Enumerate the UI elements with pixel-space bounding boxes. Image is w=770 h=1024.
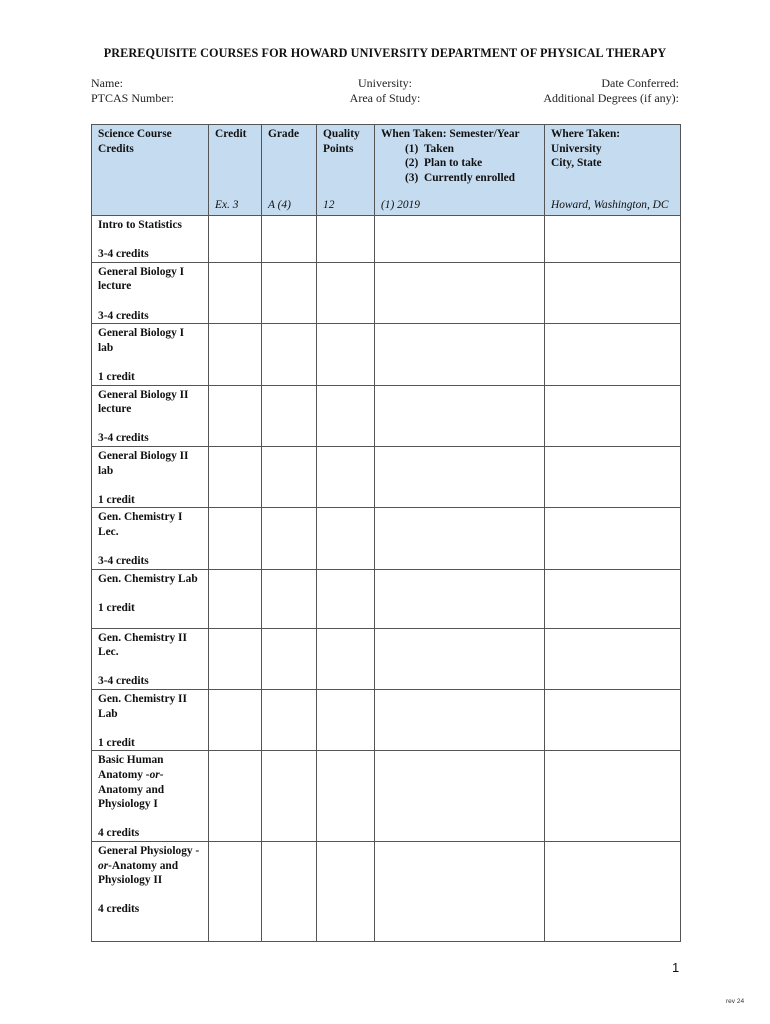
course-credits: 1 credit (98, 736, 135, 749)
university-label: University: (358, 76, 412, 90)
quality-points-cell[interactable] (317, 690, 375, 751)
course-cell (92, 324, 209, 385)
header-grade-label: Grade (268, 128, 300, 140)
where-taken-cell[interactable] (545, 751, 681, 842)
when-option-1 (381, 142, 541, 157)
quality-points-cell[interactable] (317, 216, 375, 263)
credit-cell[interactable] (209, 446, 262, 507)
additional-degrees-label: Additional Degrees (if any): (543, 91, 679, 105)
when-taken-cell[interactable] (375, 569, 545, 628)
course-credits: 3-4 credits (98, 248, 149, 261)
when-option-2-num: (2) (405, 157, 419, 169)
example-quality: 12 (323, 199, 335, 211)
when-taken-cell[interactable] (375, 690, 545, 751)
when-taken-cell[interactable] (375, 508, 545, 569)
when-taken-cell[interactable] (375, 628, 545, 689)
course-credits: 3-4 credits (98, 309, 149, 322)
course-cell (92, 751, 209, 842)
where-taken-cell[interactable] (545, 216, 681, 263)
course-name: Gen. Chemistry I Lec. (98, 511, 183, 538)
grade-cell[interactable] (262, 841, 317, 941)
example-when: (1) 2019 (381, 199, 420, 211)
table-row (92, 751, 681, 842)
credit-cell[interactable] (209, 508, 262, 569)
course-cell (92, 690, 209, 751)
course-cell (92, 569, 209, 628)
grade-cell[interactable] (262, 446, 317, 507)
course-name: General Biology I lab (98, 327, 185, 354)
when-option-3-num: (3) (405, 171, 419, 184)
when-taken-cell[interactable] (375, 262, 545, 323)
quality-points-cell[interactable] (317, 385, 375, 446)
course-name: General Biology II lab (98, 449, 189, 477)
credit-cell[interactable] (209, 262, 262, 323)
area-of-study-label: Area of Study: (349, 91, 421, 105)
course-credits: 4 credits (98, 827, 140, 840)
where-taken-cell[interactable] (545, 385, 681, 446)
header-credit-label: Credit (215, 128, 247, 140)
table-row (92, 569, 681, 628)
header-course-label: Science Course Credits (98, 128, 172, 155)
table-row (92, 628, 681, 689)
when-option-3-label: Currently enrolled (424, 171, 516, 184)
example-where: Howard, Washington, DC (551, 199, 669, 211)
course-cell (92, 262, 209, 323)
grade-cell[interactable] (262, 690, 317, 751)
course-name: Intro to Statistics (98, 219, 182, 231)
table-row (92, 690, 681, 751)
when-taken-cell[interactable] (375, 216, 545, 263)
grade-cell[interactable] (262, 385, 317, 446)
credit-cell[interactable] (209, 690, 262, 751)
table-row (92, 385, 681, 446)
credit-cell[interactable] (209, 628, 262, 689)
credit-cell[interactable] (209, 385, 262, 446)
where-taken-cell[interactable] (545, 569, 681, 628)
course-credits: 4 credits (98, 903, 140, 916)
course-cell (92, 446, 209, 507)
course-credits: 1 credit (98, 493, 135, 506)
when-option-3 (381, 171, 541, 186)
course-cell (92, 508, 209, 569)
header-quality-label: Quality Points (323, 128, 360, 155)
example-grade: A (4) (268, 199, 291, 211)
when-option-2 (381, 156, 541, 171)
table-header-row (92, 125, 681, 216)
when-option-1-label: Taken (424, 142, 454, 155)
course-name: Gen. Chemistry II Lec. (98, 631, 187, 659)
where-taken-cell[interactable] (545, 690, 681, 751)
course-rows (92, 216, 681, 942)
header-grade (262, 125, 317, 216)
date-conferred-label: Date Conferred: (601, 76, 679, 90)
table-row (92, 841, 681, 941)
table-row (92, 446, 681, 507)
grade-cell[interactable] (262, 628, 317, 689)
when-taken-cell[interactable] (375, 841, 545, 941)
header-when-taken (375, 125, 545, 216)
or-text: -or- (145, 769, 164, 781)
course-credits: 3-4 credits (98, 555, 149, 568)
where-taken-cell[interactable] (545, 324, 681, 385)
grade-cell[interactable] (262, 262, 317, 323)
course-cell (92, 841, 209, 941)
credit-cell[interactable] (209, 841, 262, 941)
where-taken-cell[interactable] (545, 508, 681, 569)
prerequisite-table (91, 124, 681, 942)
name-label: Name: (91, 76, 123, 90)
course-name: Gen. Chemistry II Lab (98, 693, 187, 720)
header-where-label: Where Taken: (551, 128, 621, 140)
table-row (92, 324, 681, 385)
quality-points-cell[interactable] (317, 751, 375, 842)
where-taken-cell[interactable] (545, 446, 681, 507)
quality-points-cell[interactable] (317, 508, 375, 569)
page-title: PREREQUISITE COURSES FOR HOWARD UNIVERSITY DEPARTMENT OF PHYSICAL THERAPY (103, 46, 667, 60)
course-name: General Physiology -or-Anatomy and Physiology II (98, 844, 200, 887)
header-where-city: City, State (551, 157, 602, 169)
course-credits: 3-4 credits (98, 432, 149, 445)
table-row (92, 216, 681, 263)
or-text: -or- (98, 844, 200, 872)
example-credit: Ex. 3 (215, 199, 239, 211)
course-credits: 1 credit (98, 370, 135, 383)
when-taken-cell[interactable] (375, 324, 545, 385)
when-taken-cell[interactable] (375, 446, 545, 507)
credit-cell[interactable] (209, 751, 262, 842)
course-name: Gen. Chemistry Lab (98, 572, 198, 585)
course-cell (92, 385, 209, 446)
header-when-label: When Taken: Semester/Year (381, 128, 520, 140)
quality-points-cell[interactable] (317, 446, 375, 507)
header-where-university: University (551, 142, 602, 155)
course-name: General Biology I lecture (98, 265, 185, 293)
grade-cell[interactable] (262, 216, 317, 263)
course-credits: 3-4 credits (98, 675, 149, 688)
where-taken-cell[interactable] (545, 628, 681, 689)
ptcas-number-label: PTCAS Number: (91, 91, 175, 105)
course-name: General Biology II lecture (98, 388, 189, 416)
grade-cell[interactable] (262, 508, 317, 569)
table-row (92, 262, 681, 323)
page-number: 1 (672, 960, 680, 975)
credit-cell[interactable] (209, 569, 262, 628)
when-option-1-num: (1) (405, 142, 419, 155)
where-taken-cell[interactable] (545, 262, 681, 323)
quality-points-cell[interactable] (317, 324, 375, 385)
credit-cell[interactable] (209, 216, 262, 263)
table-row (92, 508, 681, 569)
quality-points-cell[interactable] (317, 628, 375, 689)
quality-points-cell[interactable] (317, 262, 375, 323)
course-cell (92, 628, 209, 689)
course-name: Basic Human Anatomy -or- Anatomy and Physiology I (98, 754, 165, 811)
header-course (92, 125, 209, 216)
quality-points-cell[interactable] (317, 569, 375, 628)
when-taken-cell[interactable] (375, 385, 545, 446)
header-quality-points (317, 125, 375, 216)
where-taken-cell[interactable] (545, 841, 681, 941)
quality-points-cell[interactable] (317, 841, 375, 941)
revision-label: rev 24 (726, 998, 745, 1005)
grade-cell[interactable] (262, 751, 317, 842)
course-credits: 1 credit (98, 601, 135, 614)
credit-cell[interactable] (209, 324, 262, 385)
course-cell (92, 216, 209, 263)
when-option-2-label: Plan to take (424, 157, 483, 169)
grade-cell[interactable] (262, 569, 317, 628)
grade-cell[interactable] (262, 324, 317, 385)
header-credit (209, 125, 262, 216)
when-taken-cell[interactable] (375, 751, 545, 842)
header-where-taken (545, 125, 681, 216)
